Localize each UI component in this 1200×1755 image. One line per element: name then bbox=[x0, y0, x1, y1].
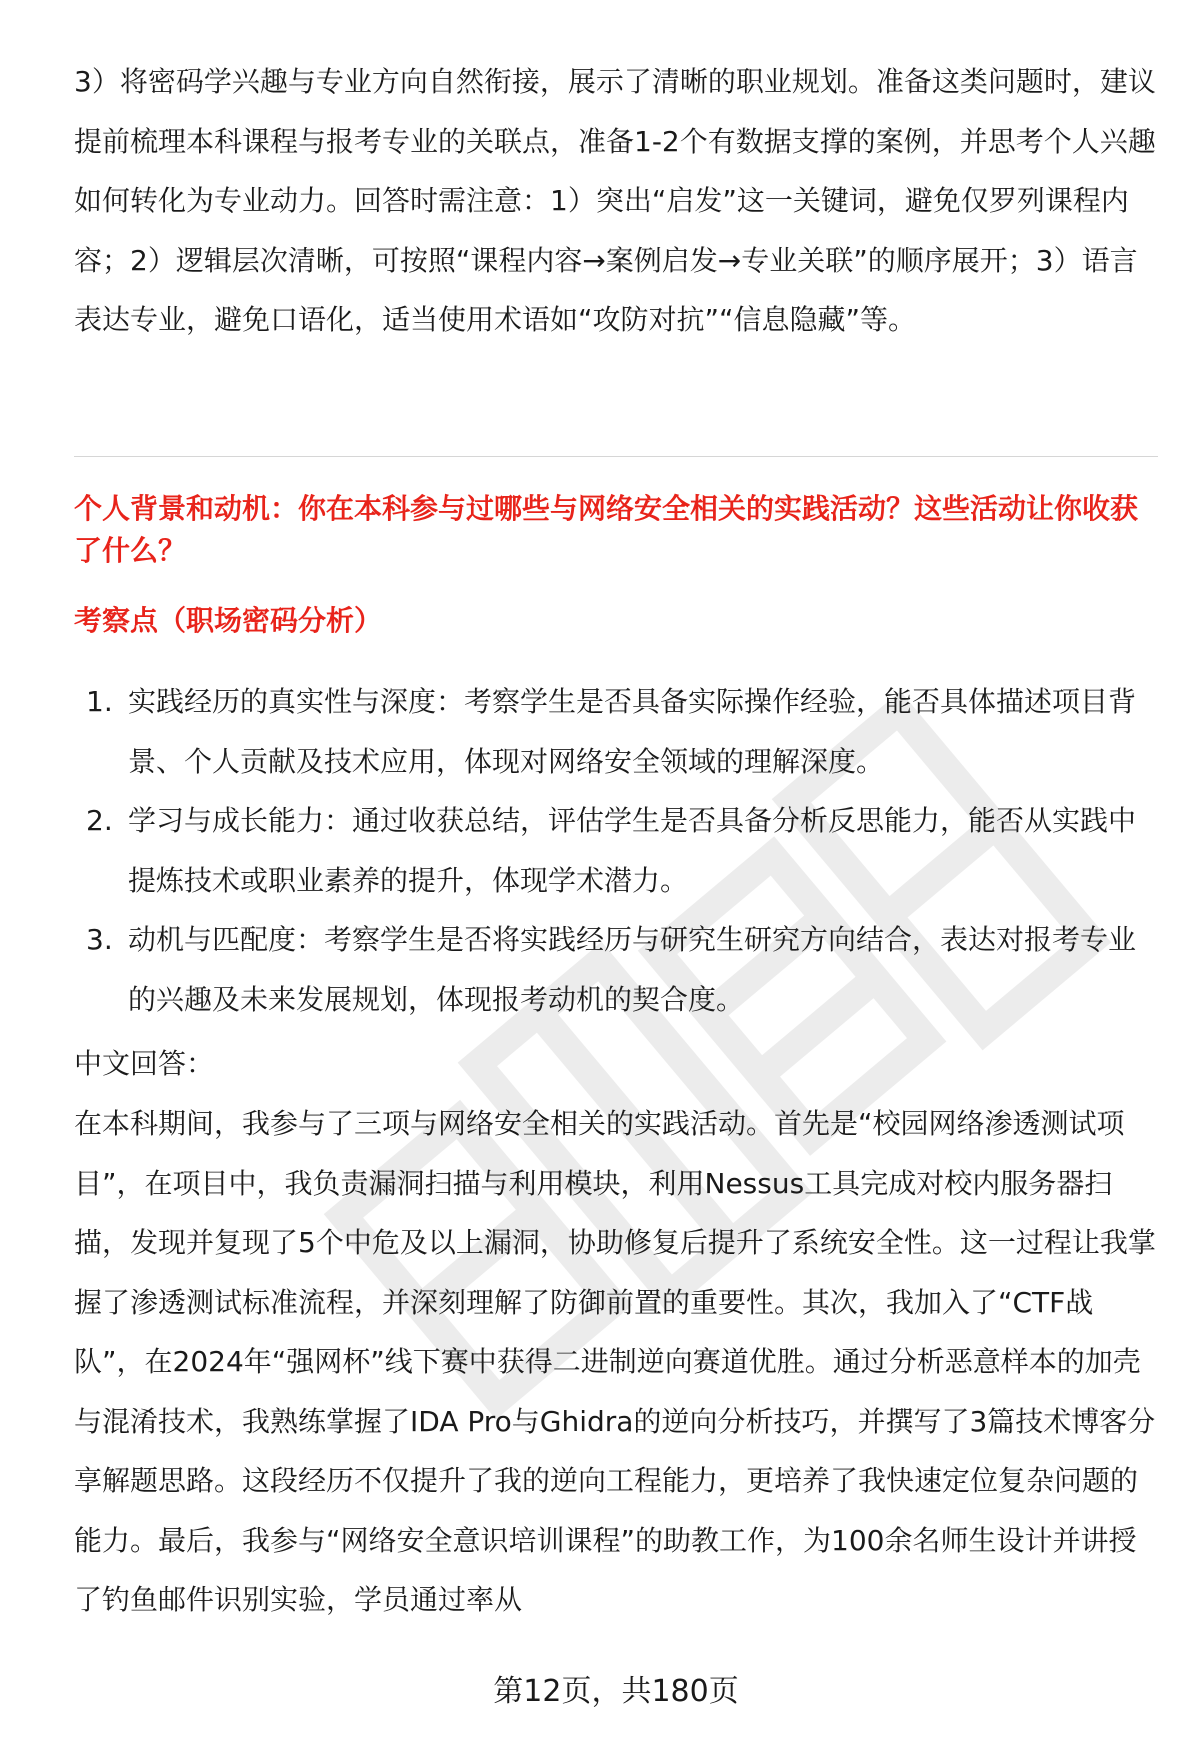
list-item-text: 实践经历的真实性与深度：考察学生是否具备实际操作经验，能否具体描述项目背景、个人贡献及技术应用，体现对网络安全领域的理解深度。 bbox=[128, 685, 1137, 778]
intro-paragraph: 3）将密码学兴趣与专业方向自然衔接，展示了清晰的职业规划。准备这类问题时，建议提前梳理本科课程与报考专业的关联点，准备1-2个有数据支撑的案例，并思考个人兴趣如何转化为专业动力。回答时需注意：1）突出“启发”这一关键词，避免仅罗列课程内容；2）逻辑层次清晰，可按照“课程内容→案例启发→专业关联”的顺序展开；3）语言表达专业，避免口语化，适当使用术语如“攻防对抗”“信息隐藏”等。 bbox=[74, 65, 1156, 336]
list-item-text: 学习与成长能力：通过收获总结，评估学生是否具备分析反思能力，能否从实践中提炼技术或职业素养的提升，体现学术潜力。 bbox=[128, 804, 1137, 897]
list-item bbox=[74, 910, 1158, 1029]
list-item bbox=[74, 791, 1158, 910]
question-heading: 个人背景和动机：你在本科参与过哪些与网络安全相关的实践活动？这些活动让你收获了什么？ bbox=[74, 492, 1139, 567]
answer-paragraph: 在本科期间，我参与了三项与网络安全相关的实践活动。首先是“校园网络渗透测试项目”，在项目中，我负责漏洞扫描与利用模块，利用Nessus工具完成对校内服务器扫描，发现并复现了5个中危及以上漏洞，协助修复后提升了系统安全性。这一过程让我掌握了渗透测试标准流程，并深刻理解了防御前置的重要性。其次，我加入了“CTF战队”，在2024年“强网杯”线下赛中获得二进制逆向赛道优胜。通过分析恶意样本的加壳与混淆技术，我熟练掌握了IDA Pro与Ghidra的逆向分析技巧，并撰写了3篇技术博客分享解题思路。这段经历不仅提升了我的逆向工程能力，更培养了我快速定位复杂问题的能力。最后，我参与“网络安全意识培训课程”的助教工作，为100余名师生设计并讲授了钓鱼邮件识别实验，学员通过率从 bbox=[74, 1107, 1156, 1616]
examination-points-list bbox=[74, 672, 1158, 1029]
list-item-number: 2. bbox=[86, 804, 113, 837]
list-item-number: 1. bbox=[86, 685, 113, 718]
section-divider bbox=[74, 456, 1158, 457]
document-page bbox=[74, 0, 1158, 1755]
list-item bbox=[74, 672, 1158, 791]
examination-heading: 考察点（职场密码分析） bbox=[74, 604, 383, 637]
list-item-number: 3. bbox=[86, 923, 113, 956]
answer-label: 中文回答： bbox=[74, 1047, 215, 1080]
page-indicator: 第12页，共180页 bbox=[493, 1674, 739, 1709]
list-item-text: 动机与匹配度：考察学生是否将实践经历与研究生研究方向结合，表达对报考专业的兴趣及未来发展规划，体现报考动机的契合度。 bbox=[128, 923, 1137, 1016]
